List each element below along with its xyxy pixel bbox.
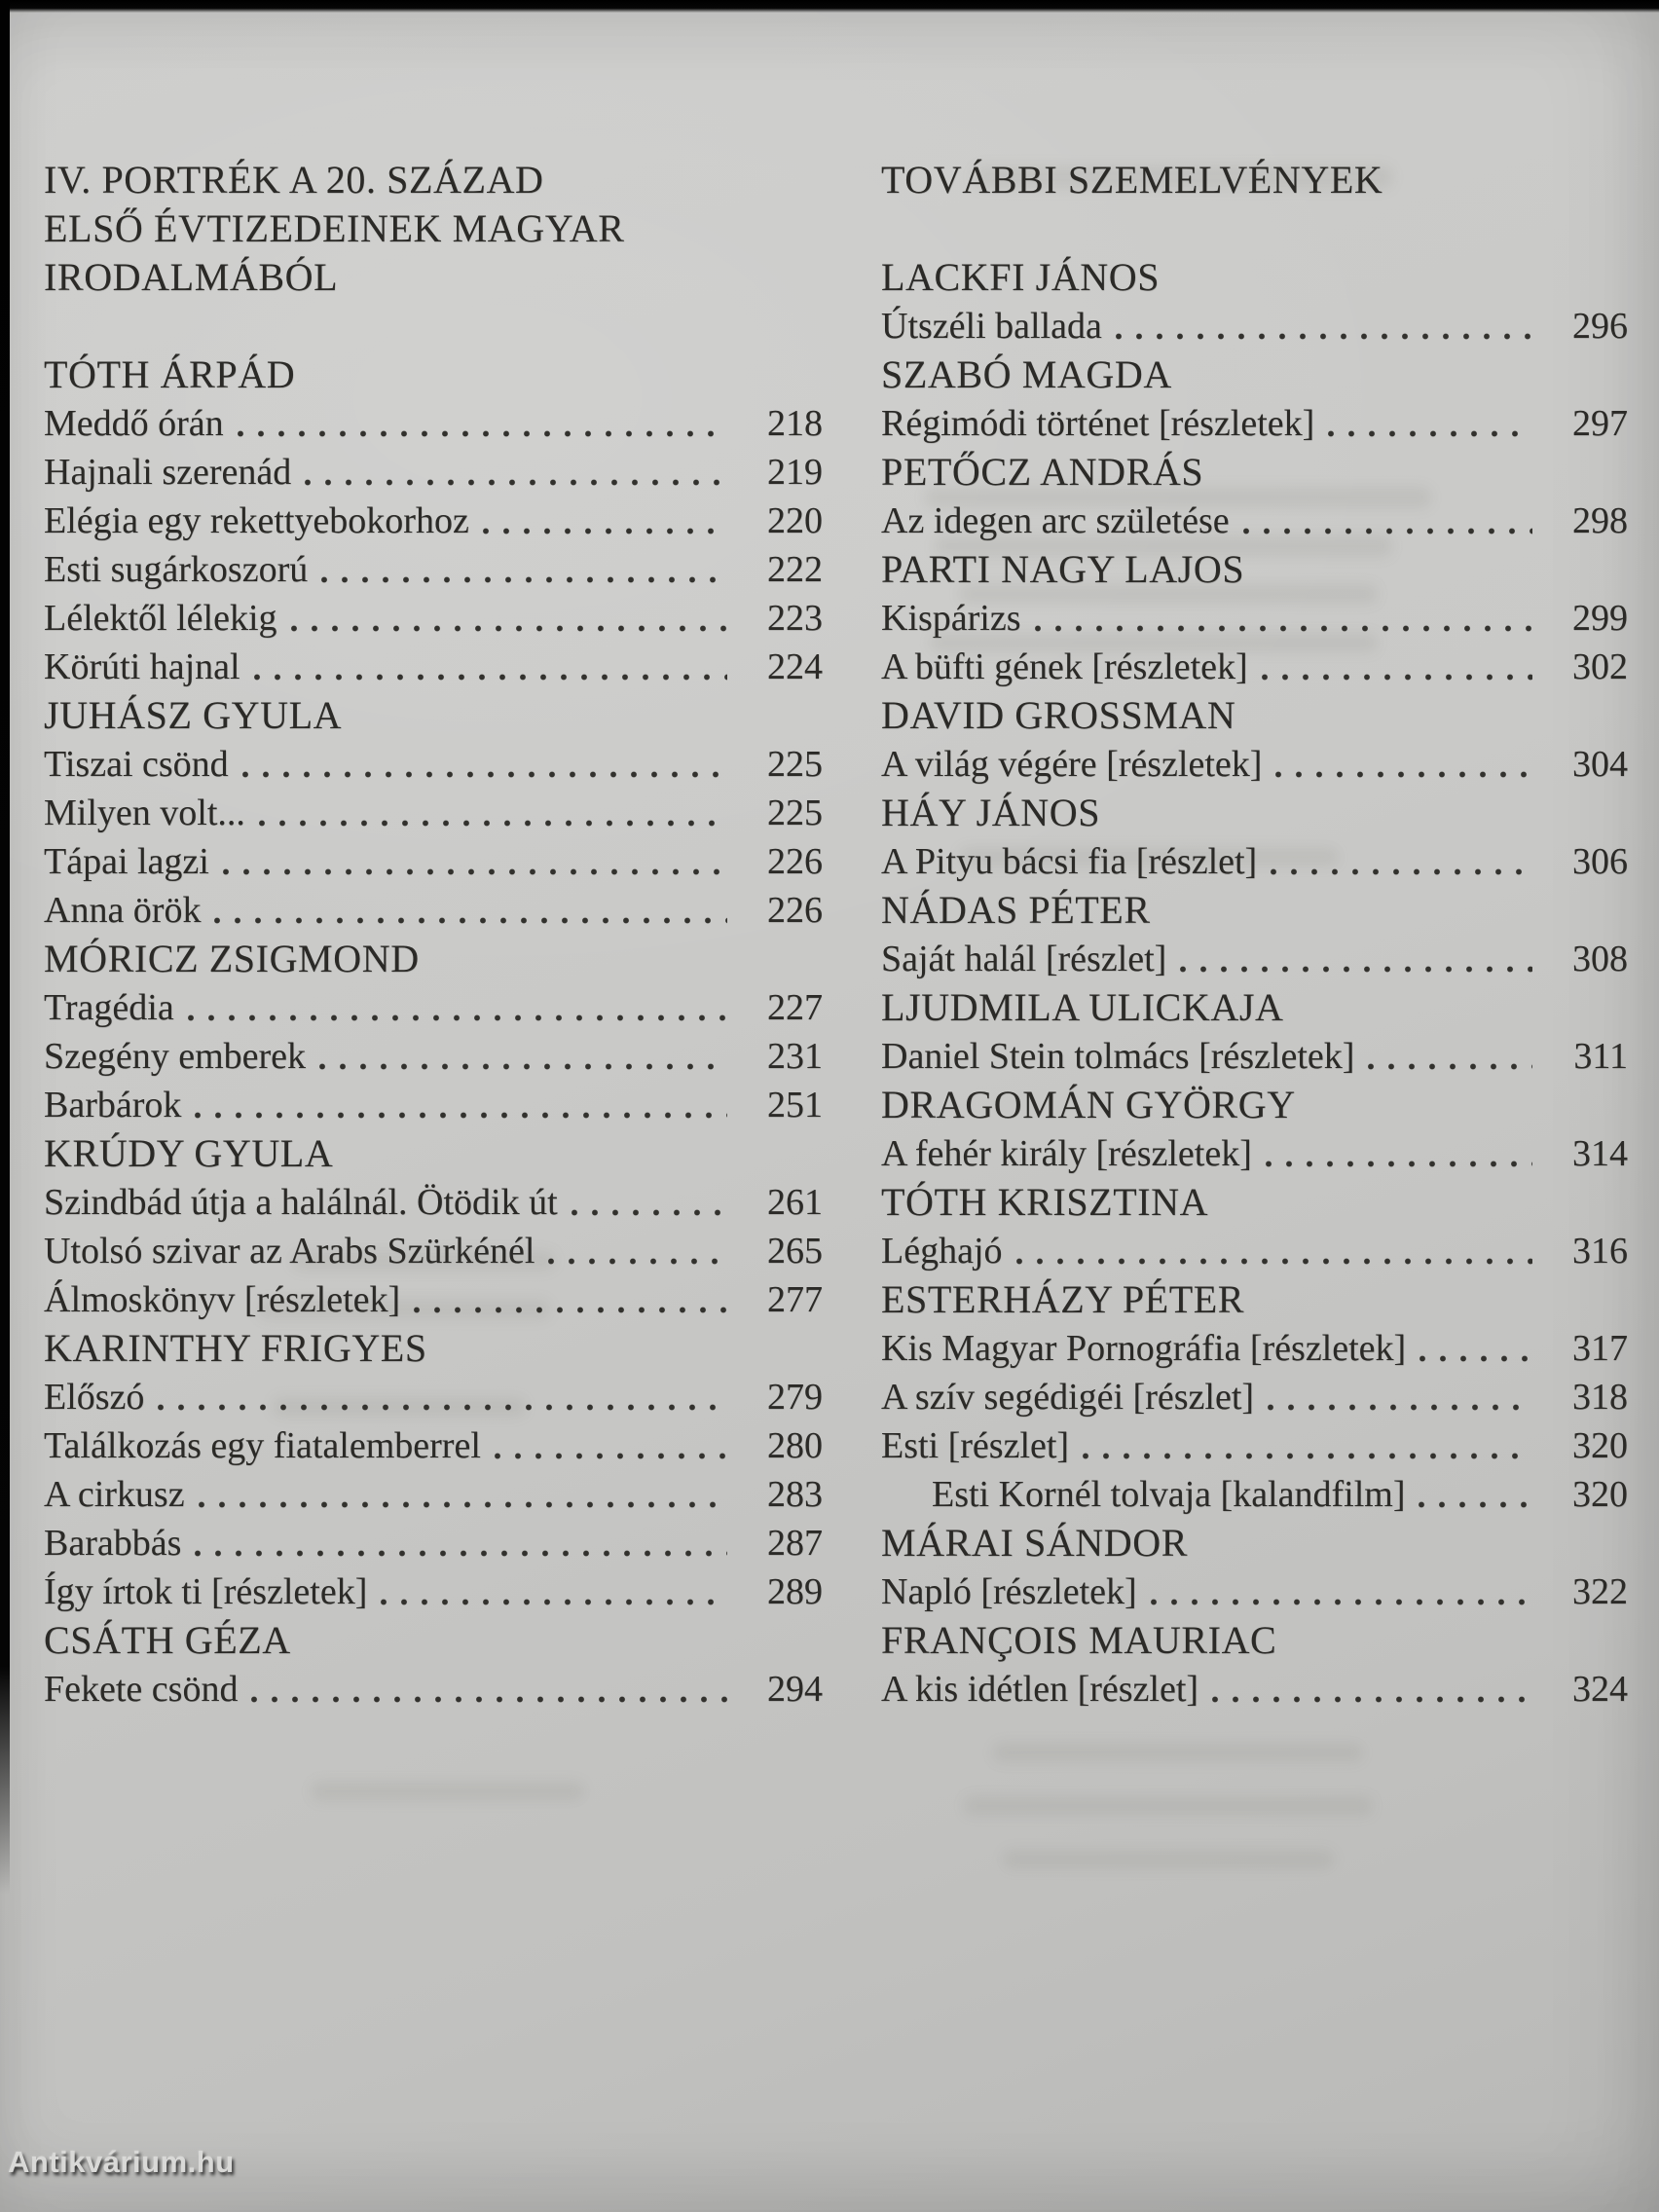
entry-title: Barabbás xyxy=(44,1523,182,1564)
author-header: JUHÁSZ GYULA xyxy=(44,693,343,737)
dot-leader xyxy=(188,1014,727,1021)
entry-title: Esti Kornél tolvaja [kalandfilm] xyxy=(932,1474,1406,1515)
toc-entry xyxy=(881,1129,1628,1178)
toc-entry xyxy=(44,1373,823,1421)
page-number: 314 xyxy=(1572,1133,1628,1174)
column-title-line: IV. PORTRÉK A 20. SZÁZAD xyxy=(44,158,544,202)
page-number: 320 xyxy=(1572,1425,1628,1466)
toc-entry xyxy=(44,886,823,935)
page-number: 261 xyxy=(767,1182,823,1223)
entry-title: Lélektől lélekig xyxy=(44,598,277,639)
toc-entry xyxy=(44,1665,823,1714)
entry-title: Szegény emberek xyxy=(44,1036,307,1077)
toc-entry xyxy=(44,1032,823,1081)
entry-title: Daniel Stein tolmács [részletek] xyxy=(881,1036,1355,1077)
photo-left-edge xyxy=(0,0,10,1894)
entry-title: Tragédia xyxy=(44,987,174,1028)
dot-leader xyxy=(254,674,727,681)
page-number: 296 xyxy=(1572,306,1628,347)
column-title-line: TOVÁBBI SZEMELVÉNYEK xyxy=(881,158,1383,202)
toc-entry xyxy=(44,1567,823,1616)
dot-leader xyxy=(1419,1355,1532,1362)
entry-title: Napló [részletek] xyxy=(881,1571,1137,1612)
entry-title: Régimódi történet [részletek] xyxy=(881,403,1315,444)
page-number: 227 xyxy=(767,987,823,1028)
author-header: NÁDAS PÉTER xyxy=(881,888,1151,932)
toc-entry xyxy=(44,1421,823,1470)
dot-leader xyxy=(223,868,727,875)
author-header: KARINTHY FRIGYES xyxy=(44,1326,427,1370)
page-number: 223 xyxy=(767,598,823,639)
page-number: 297 xyxy=(1572,403,1628,444)
toc-entry xyxy=(881,643,1628,691)
author-header: PARTI NAGY LAJOS xyxy=(881,547,1245,591)
toc-entry xyxy=(881,399,1628,448)
entry-title: Tiszai csönd xyxy=(44,744,229,785)
entry-title: Körúti hajnal xyxy=(44,646,240,687)
entry-title: Így írtok ti [részletek] xyxy=(44,1571,368,1612)
entry-title: Tápai lagzi xyxy=(44,841,209,882)
author-header: CSÁTH GÉZA xyxy=(44,1618,291,1662)
entry-title: Hajnali szerenád xyxy=(44,452,292,493)
page-number: 304 xyxy=(1572,744,1628,785)
author-header: MÓRICZ ZSIGMOND xyxy=(44,937,420,980)
page-number: 287 xyxy=(767,1523,823,1564)
dot-leader xyxy=(291,625,727,632)
toc-entry xyxy=(881,1665,1628,1714)
bleed-through-mark xyxy=(964,1796,1373,1816)
toc-entry xyxy=(881,1421,1628,1470)
dot-leader xyxy=(1271,868,1532,875)
column-title-line: IRODALMÁBÓL xyxy=(44,255,339,299)
page-number: 226 xyxy=(767,890,823,931)
author-header: SZABÓ MAGDA xyxy=(881,352,1172,396)
entry-title: Utolsó szivar az Arabs Szürkénél xyxy=(44,1231,535,1272)
entry-title: Milyen volt... xyxy=(44,793,245,833)
dot-leader xyxy=(1016,1258,1532,1265)
page-number: 311 xyxy=(1573,1036,1628,1077)
page-number: 316 xyxy=(1572,1231,1628,1272)
dot-leader xyxy=(1180,966,1532,973)
page-number: 220 xyxy=(767,500,823,541)
author-header: LJUDMILA ULICKAJA xyxy=(881,985,1284,1029)
dot-leader xyxy=(1368,1063,1532,1070)
toc-entry xyxy=(881,1470,1628,1519)
bleed-through-mark xyxy=(312,1782,584,1801)
author-header: DRAGOMÁN GYÖRGY xyxy=(881,1083,1296,1126)
page-number: 222 xyxy=(767,549,823,590)
entry-title: Barbárok xyxy=(44,1085,182,1125)
dot-leader xyxy=(495,1453,727,1459)
entry-title: A szív segédigéi [részlet] xyxy=(881,1377,1255,1418)
entry-title: Kis Magyar Pornográfia [részletek] xyxy=(881,1328,1407,1369)
toc-left-column xyxy=(44,156,823,1714)
dot-leader xyxy=(1275,771,1532,778)
dot-leader xyxy=(1151,1599,1532,1605)
dot-leader xyxy=(548,1258,727,1265)
dot-leader xyxy=(214,917,727,924)
dot-leader xyxy=(259,820,727,827)
row-spacer xyxy=(881,204,1628,253)
author-header: TÓTH ÁRPÁD xyxy=(44,352,296,396)
entry-title: A cirkusz xyxy=(44,1474,185,1515)
toc-entry xyxy=(881,837,1628,886)
toc-entry xyxy=(881,1032,1628,1081)
dot-leader xyxy=(319,1063,727,1070)
page-number: 320 xyxy=(1572,1474,1628,1515)
page-number: 280 xyxy=(767,1425,823,1466)
dot-leader xyxy=(199,1501,727,1508)
entry-title: Útszéli ballada xyxy=(881,306,1102,347)
entry-title: A Pityu bácsi fia [részlet] xyxy=(881,841,1258,882)
entry-title: Előszó xyxy=(44,1377,145,1418)
row-spacer xyxy=(44,302,823,350)
dot-leader xyxy=(1243,528,1532,535)
dot-leader xyxy=(1266,1161,1532,1167)
dot-leader xyxy=(1419,1501,1532,1508)
toc-entry xyxy=(881,302,1628,350)
page-number: 302 xyxy=(1572,646,1628,687)
page-number: 306 xyxy=(1572,841,1628,882)
page-number: 299 xyxy=(1572,598,1628,639)
toc-entry xyxy=(44,1519,823,1567)
column-title-line: ELSŐ ÉVTIZEDEINEK MAGYAR xyxy=(44,206,625,250)
dot-leader xyxy=(1262,674,1532,681)
entry-title: A büfti gének [részletek] xyxy=(881,646,1248,687)
entry-title: Az idegen arc születése xyxy=(881,500,1230,541)
entry-title: Meddő órán xyxy=(44,403,224,444)
toc-entry xyxy=(881,935,1628,983)
page-number: 225 xyxy=(767,744,823,785)
entry-title: Saját halál [részlet] xyxy=(881,939,1167,979)
entry-title: A fehér király [részletek] xyxy=(881,1133,1252,1174)
dot-leader xyxy=(1116,333,1532,340)
author-header: HÁY JÁNOS xyxy=(881,791,1101,834)
toc-entry xyxy=(44,1470,823,1519)
entry-title: Esti sugárkoszorú xyxy=(44,549,309,590)
dot-leader xyxy=(242,771,727,778)
toc-right-column xyxy=(881,156,1628,1714)
toc-entry xyxy=(44,1227,823,1275)
entry-title: Fekete csönd xyxy=(44,1669,239,1710)
dot-leader xyxy=(571,1209,727,1216)
page-number: 218 xyxy=(767,403,823,444)
bleed-through-mark xyxy=(993,1743,1363,1762)
page-number: 265 xyxy=(767,1231,823,1272)
entry-title: Találkozás egy fiatalemberrel xyxy=(44,1425,481,1466)
entry-title: Anna örök xyxy=(44,890,202,931)
dot-leader xyxy=(483,528,727,535)
dot-leader xyxy=(251,1696,727,1703)
page-number: 219 xyxy=(767,452,823,493)
dot-leader xyxy=(195,1112,727,1119)
dot-leader xyxy=(195,1550,727,1557)
page-number: 279 xyxy=(767,1377,823,1418)
toc-entry xyxy=(881,1373,1628,1421)
dot-leader xyxy=(238,430,727,437)
author-header: KRÚDY GYULA xyxy=(44,1131,334,1175)
page-number: 318 xyxy=(1572,1377,1628,1418)
dot-leader xyxy=(381,1599,727,1605)
page-number: 224 xyxy=(767,646,823,687)
entry-title: A világ végére [részletek] xyxy=(881,744,1263,785)
dot-leader xyxy=(1035,625,1532,632)
entry-title: Kispárizs xyxy=(881,598,1021,639)
toc-entry xyxy=(44,837,823,886)
toc-entry xyxy=(44,789,823,837)
author-header: TÓTH KRISZTINA xyxy=(881,1180,1209,1224)
page-number: 231 xyxy=(767,1036,823,1077)
dot-leader xyxy=(305,479,727,486)
dot-leader xyxy=(1083,1453,1532,1459)
toc-entry xyxy=(44,983,823,1032)
page-number: 283 xyxy=(767,1474,823,1515)
page-number: 294 xyxy=(767,1669,823,1710)
author-header: PETŐCZ ANDRÁS xyxy=(881,450,1204,494)
antikvarium-watermark: Antikvárium.hu xyxy=(8,2145,235,2179)
dot-leader xyxy=(414,1307,727,1313)
toc-entry xyxy=(44,740,823,789)
page-number: 226 xyxy=(767,841,823,882)
page-number: 251 xyxy=(767,1085,823,1125)
author-header: ESTERHÁZY PÉTER xyxy=(881,1277,1245,1321)
page-number: 324 xyxy=(1572,1669,1628,1710)
page-number: 289 xyxy=(767,1571,823,1612)
page-number: 317 xyxy=(1572,1328,1628,1369)
toc-entry xyxy=(881,1227,1628,1275)
dot-leader xyxy=(321,576,727,583)
page-number: 308 xyxy=(1572,939,1628,979)
page-number: 225 xyxy=(767,793,823,833)
page-number: 277 xyxy=(767,1279,823,1320)
author-header: DAVID GROSSMAN xyxy=(881,693,1236,737)
dot-leader xyxy=(158,1404,727,1411)
entry-title: Elégia egy rekettyebokorhoz xyxy=(44,500,469,541)
toc-entry xyxy=(881,1324,1628,1373)
entry-title: Esti [részlet] xyxy=(881,1425,1070,1466)
toc-entry xyxy=(44,448,823,497)
page-number: 322 xyxy=(1572,1571,1628,1612)
entry-title: Szindbád útja a halálnál. Ötödik út xyxy=(44,1182,558,1223)
page-number: 298 xyxy=(1572,500,1628,541)
author-header: LACKFI JÁNOS xyxy=(881,255,1161,299)
toc-entry xyxy=(44,594,823,643)
toc-entry xyxy=(44,1275,823,1324)
toc-entry xyxy=(44,399,823,448)
toc-entry xyxy=(881,594,1628,643)
dot-leader xyxy=(1212,1696,1532,1703)
author-header: MÁRAI SÁNDOR xyxy=(881,1521,1189,1565)
entry-title: Álmoskönyv [részletek] xyxy=(44,1279,401,1320)
dot-leader xyxy=(1268,1404,1532,1411)
dot-leader xyxy=(1328,430,1532,437)
toc-entry xyxy=(44,1178,823,1227)
toc-entry xyxy=(881,1567,1628,1616)
entry-title: A kis idétlen [részlet] xyxy=(881,1669,1199,1710)
toc-entry xyxy=(44,1081,823,1129)
author-header: FRANÇOIS MAURIAC xyxy=(881,1618,1277,1662)
photo-top-edge xyxy=(0,0,1659,13)
toc-entry xyxy=(44,643,823,691)
toc-entry xyxy=(881,497,1628,545)
toc-entry xyxy=(44,545,823,594)
toc-entry xyxy=(881,740,1628,789)
bleed-through-mark xyxy=(1003,1850,1334,1869)
entry-title: Léghajó xyxy=(881,1231,1003,1272)
toc-entry xyxy=(44,497,823,545)
